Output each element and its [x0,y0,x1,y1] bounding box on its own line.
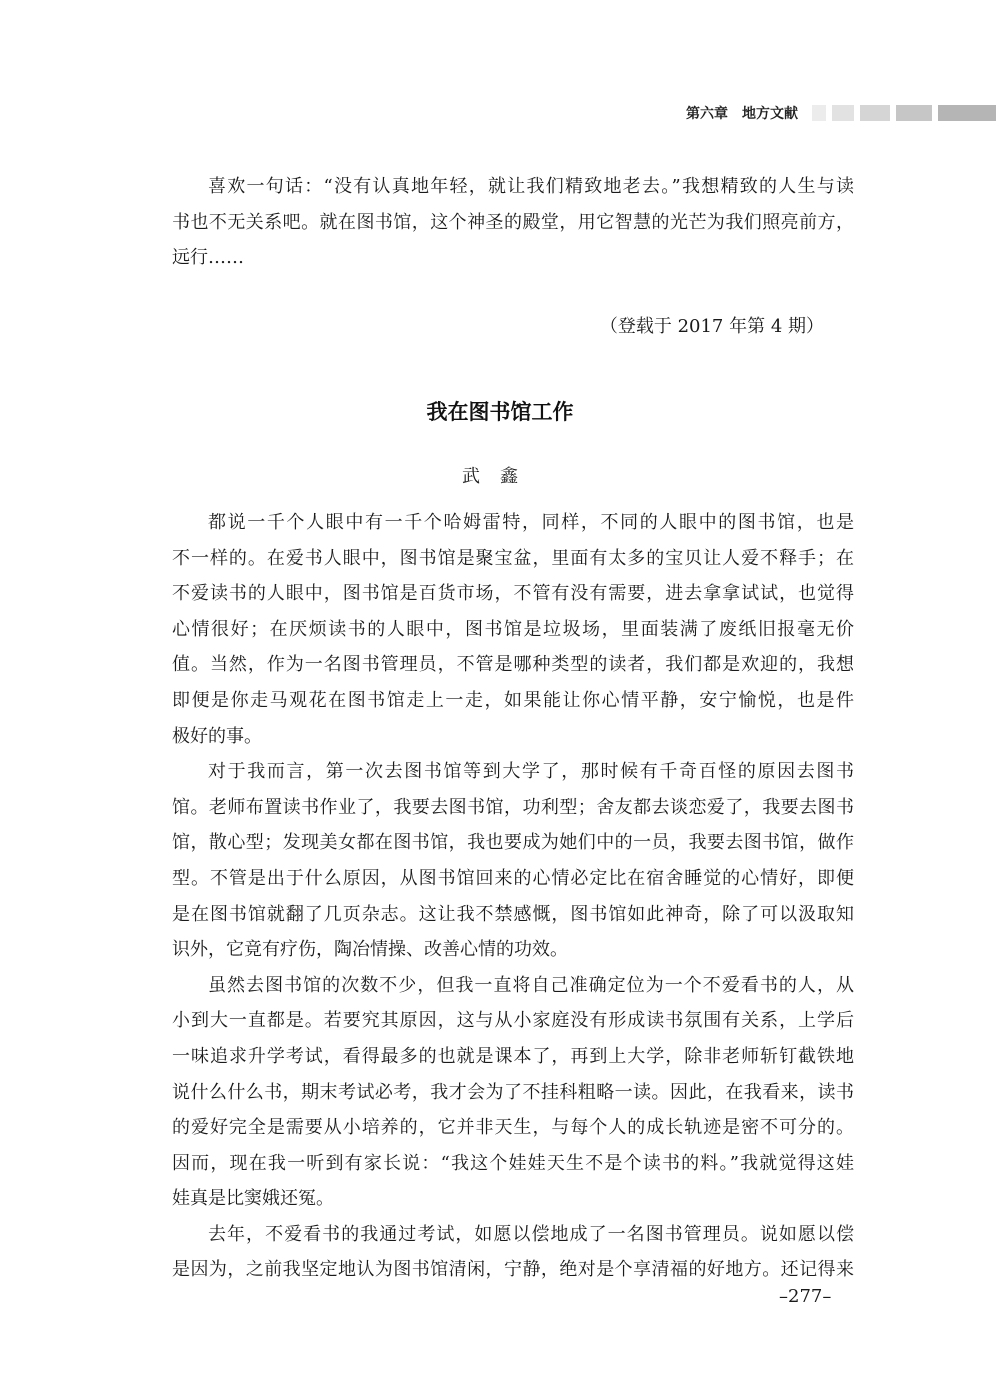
header-bar [832,105,854,121]
text-line: 的爱好完全是需要从小培养的，它并非天生，与每个人的成长轨迹是密不可分的。 [172,1117,854,1139]
header-bar [938,105,996,121]
text-line: 馆。老师布置读书作业了，我要去图书馆，功利型；舍友都去谈恋爱了，我要去图书 [172,796,854,818]
previous-article-ending [172,169,854,276]
text-line: 识外，它竟有疗伤，陶冶情操、改善心情的功效。 [172,939,568,961]
article-body [172,505,854,1288]
chapter-title: 第六章 地方文献 [686,106,798,122]
text-line: 是在图书馆就翻了几页杂志。这让我不禁感慨，图书馆如此神奇，除了可以汲取知 [172,903,854,925]
text-line: 心情很好；在厌烦读书的人眼中，图书馆是垃圾场，里面装满了废纸旧报毫无价 [172,618,854,640]
text-line: 馆，散心型；发现美女都在图书馆，我也要成为她们中的一员，我要去图书馆，做作 [172,832,854,854]
text-line: 说什么什么书，期末考试必考，我才会为了不挂科粗略一读。因此，在我看来，读书 [172,1081,854,1103]
text-line: 去年，不爱看书的我通过考试，如愿以偿地成了一名图书管理员。说如愿以偿 [208,1223,854,1245]
paragraph [172,1217,854,1288]
text-line: 虽然去图书馆的次数不少，但我一直将自己准确定位为一个不爱看书的人，从 [208,974,854,996]
text-line: 极好的事。 [172,725,262,747]
text-line: 不一样的。在爱书人眼中，图书馆是聚宝盆，里面有太多的宝贝让人爱不释手；在 [172,547,854,569]
text-line: 喜欢一句话：“没有认真地年轻，就让我们精致地老去。”我想精致的人生与读 [208,176,854,197]
header-decoration-bars [806,105,996,121]
text-line: 对于我而言，第一次去图书馆等到大学了，那时候有千奇百怪的原因去图书 [208,761,854,783]
text-line: 都说一千个人眼中有一千个哈姆雷特，同样，不同的人眼中的图书馆，也是 [208,512,854,533]
text-line: 因而，现在我一听到有家长说：“我这个娃娃天生不是个读书的料。”我就觉得这娃 [172,1152,854,1174]
paragraph [172,169,854,276]
text-line: 即便是你走马观花在图书馆走上一走，如果能让你心情平静，安宁愉悦，也是件 [172,689,854,711]
text-line: 不爱读书的人眼中，图书馆是百货市场，不管有没有需要，进去拿拿试试，也觉得 [172,583,854,605]
text-line: 值。当然，作为一名图书管理员，不管是哪种类型的读者，我们都是欢迎的，我想 [172,654,854,676]
text-line: 远行…… [172,247,244,269]
page-number: –277– [779,1286,832,1307]
text-line: 型。不管是出于什么原因，从图书馆回来的心情必定比在宿舍睡觉的心情好，即便 [172,867,854,889]
text-line: 小到大一直都是。若要究其原因，这与从小家庭没有形成读书氛围有关系，上学后 [172,1010,854,1032]
article-author: 武鑫 [462,466,538,487]
header-bar [896,105,932,121]
paragraph [172,754,854,968]
header-bar [860,105,890,121]
text-line: 书也不无关系吧。就在图书馆，这个神圣的殿堂，用它智慧的光芒为我们照亮前方， [172,211,854,233]
paragraph [172,968,854,1217]
article-title: 我在图书馆工作 [426,400,574,424]
publication-note: （登载于 2017 年第 4 期） [599,316,824,337]
paragraph [172,505,854,754]
text-line: 娃真是比窦娥还冤。 [172,1188,334,1210]
text-line: 一味追求升学考试，看得最多的也就是课本了，再到上大学，除非老师斩钉截铁地 [172,1045,854,1067]
header-bar [812,105,826,121]
text-line: 是因为，之前我坚定地认为图书馆清闲，宁静，绝对是个享清福的好地方。还记得来 [172,1259,854,1281]
running-header [686,102,996,124]
